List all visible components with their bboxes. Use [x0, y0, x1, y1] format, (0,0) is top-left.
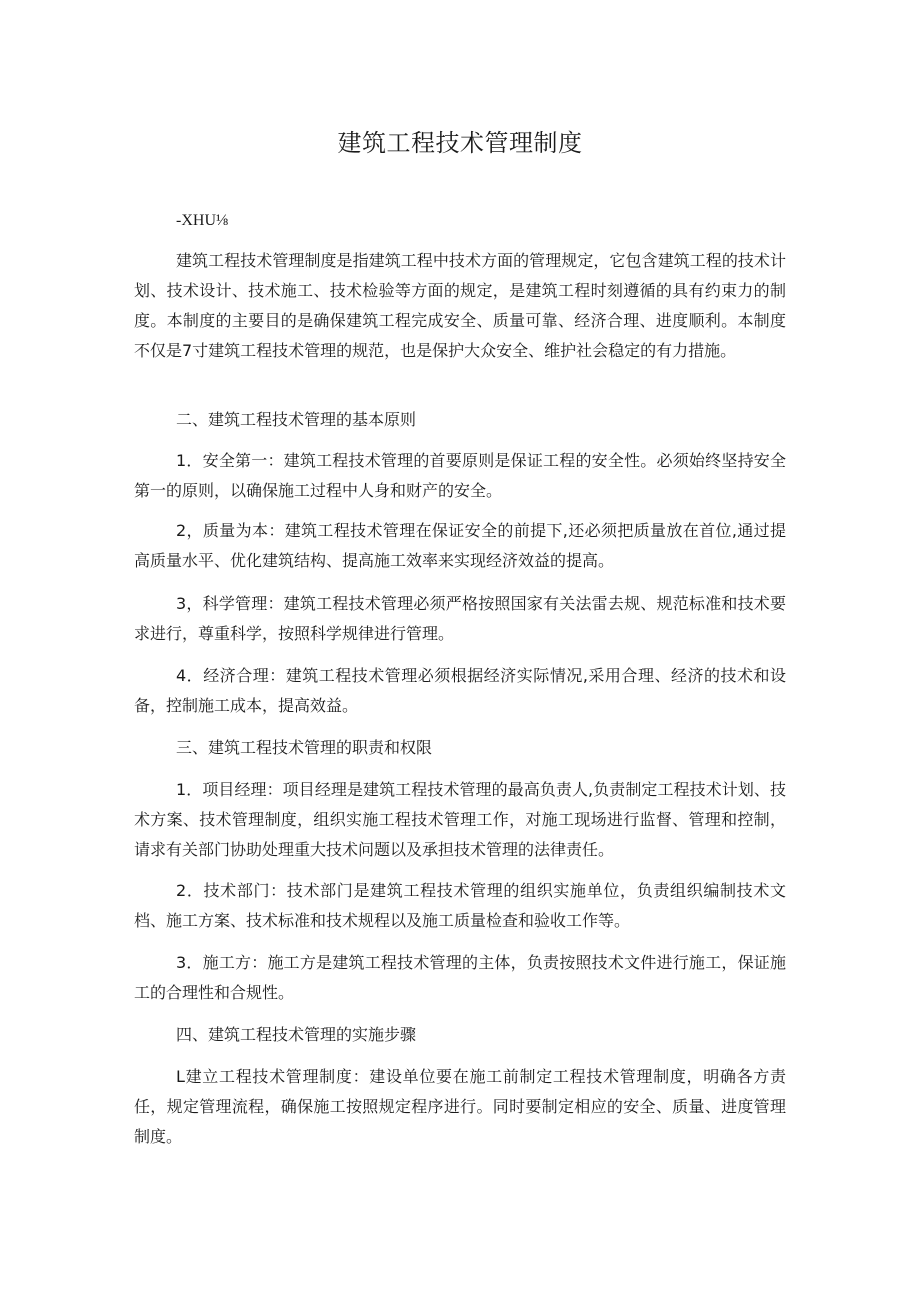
section-heading-4: 四、建筑工程技术管理的实施步骤	[176, 1025, 417, 1044]
section-heading-3: 三、建筑工程技术管理的职责和权限	[176, 738, 433, 757]
principle-item: 2，质量为本：建筑工程技术管理在保证安全的前提下,还必须把质量放在首位,通过提高质量水平、优化建筑结构、提高施工效率来实现经济效益的提高。	[134, 521, 786, 570]
document-title: 建筑工程技术管理制度	[337, 129, 583, 157]
section-heading-2: 二、建筑工程技术管理的基本原则	[176, 410, 417, 429]
principle-item: 3，科学管理：建筑工程技术管理必须严格按照国家有关法雷去规、规范标准和技术要求进行，尊重科学，按照科学规律进行管理。	[134, 594, 786, 643]
duty-item: 2．技术部门：技术部门是建筑工程技术管理的组织实施单位，负责组织编制技术文档、施工方案、技术标准和技术规程以及施工质量检查和验收工作等。	[134, 881, 786, 930]
section-heading-1: -XHU⅛	[176, 212, 228, 229]
principle-item: 1．安全第一：建筑工程技术管理的首要原则是保证工程的安全性。必须始终坚持安全第一的原则，以确保施工过程中人身和财产的安全。	[134, 451, 786, 500]
duty-item: 3．施工方：施工方是建筑工程技术管理的主体，负责按照技术文件进行施工，保证施工的合理性和合规性。	[134, 953, 786, 1002]
duty-item: 1．项目经理：项目经理是建筑工程技术管理的最高负责人,负责制定工程技术计划、技术方案、技术管理制度，组织实施工程技术管理工作，对施工现场进行监督、管理和控制，请求有关部门协助处理重大技术问题以及承担技术管理的法律责任。	[134, 780, 786, 859]
principle-item: 4．经济合理：建筑工程技术管理必须根据经济实际情况,采用合理、经济的技术和设备，控制施工成本，提高效益。	[134, 666, 786, 715]
intro-paragraph: 建筑工程技术管理制度是指建筑工程中技术方面的管理规定，它包含建筑工程的技术计划、技术设计、技术施工、技术检验等方面的规定，是建筑工程时刻遵循的具有约束力的制度。本制度的主要目的是确保建筑工程完成安全、质量可靠、经济合理、进度顺利。本制度不仅是7寸建筑工程技术管理的规范，也是保护大众安全、维护社会稳定的有力措施。	[134, 251, 786, 360]
step-item: L建立工程技术管理制度：建设单位要在施工前制定工程技术管理制度，明确各方责任，规定管理流程，确保施工按照规定程序进行。同时要制定相应的安全、质量、进度管理制度。	[134, 1067, 786, 1146]
